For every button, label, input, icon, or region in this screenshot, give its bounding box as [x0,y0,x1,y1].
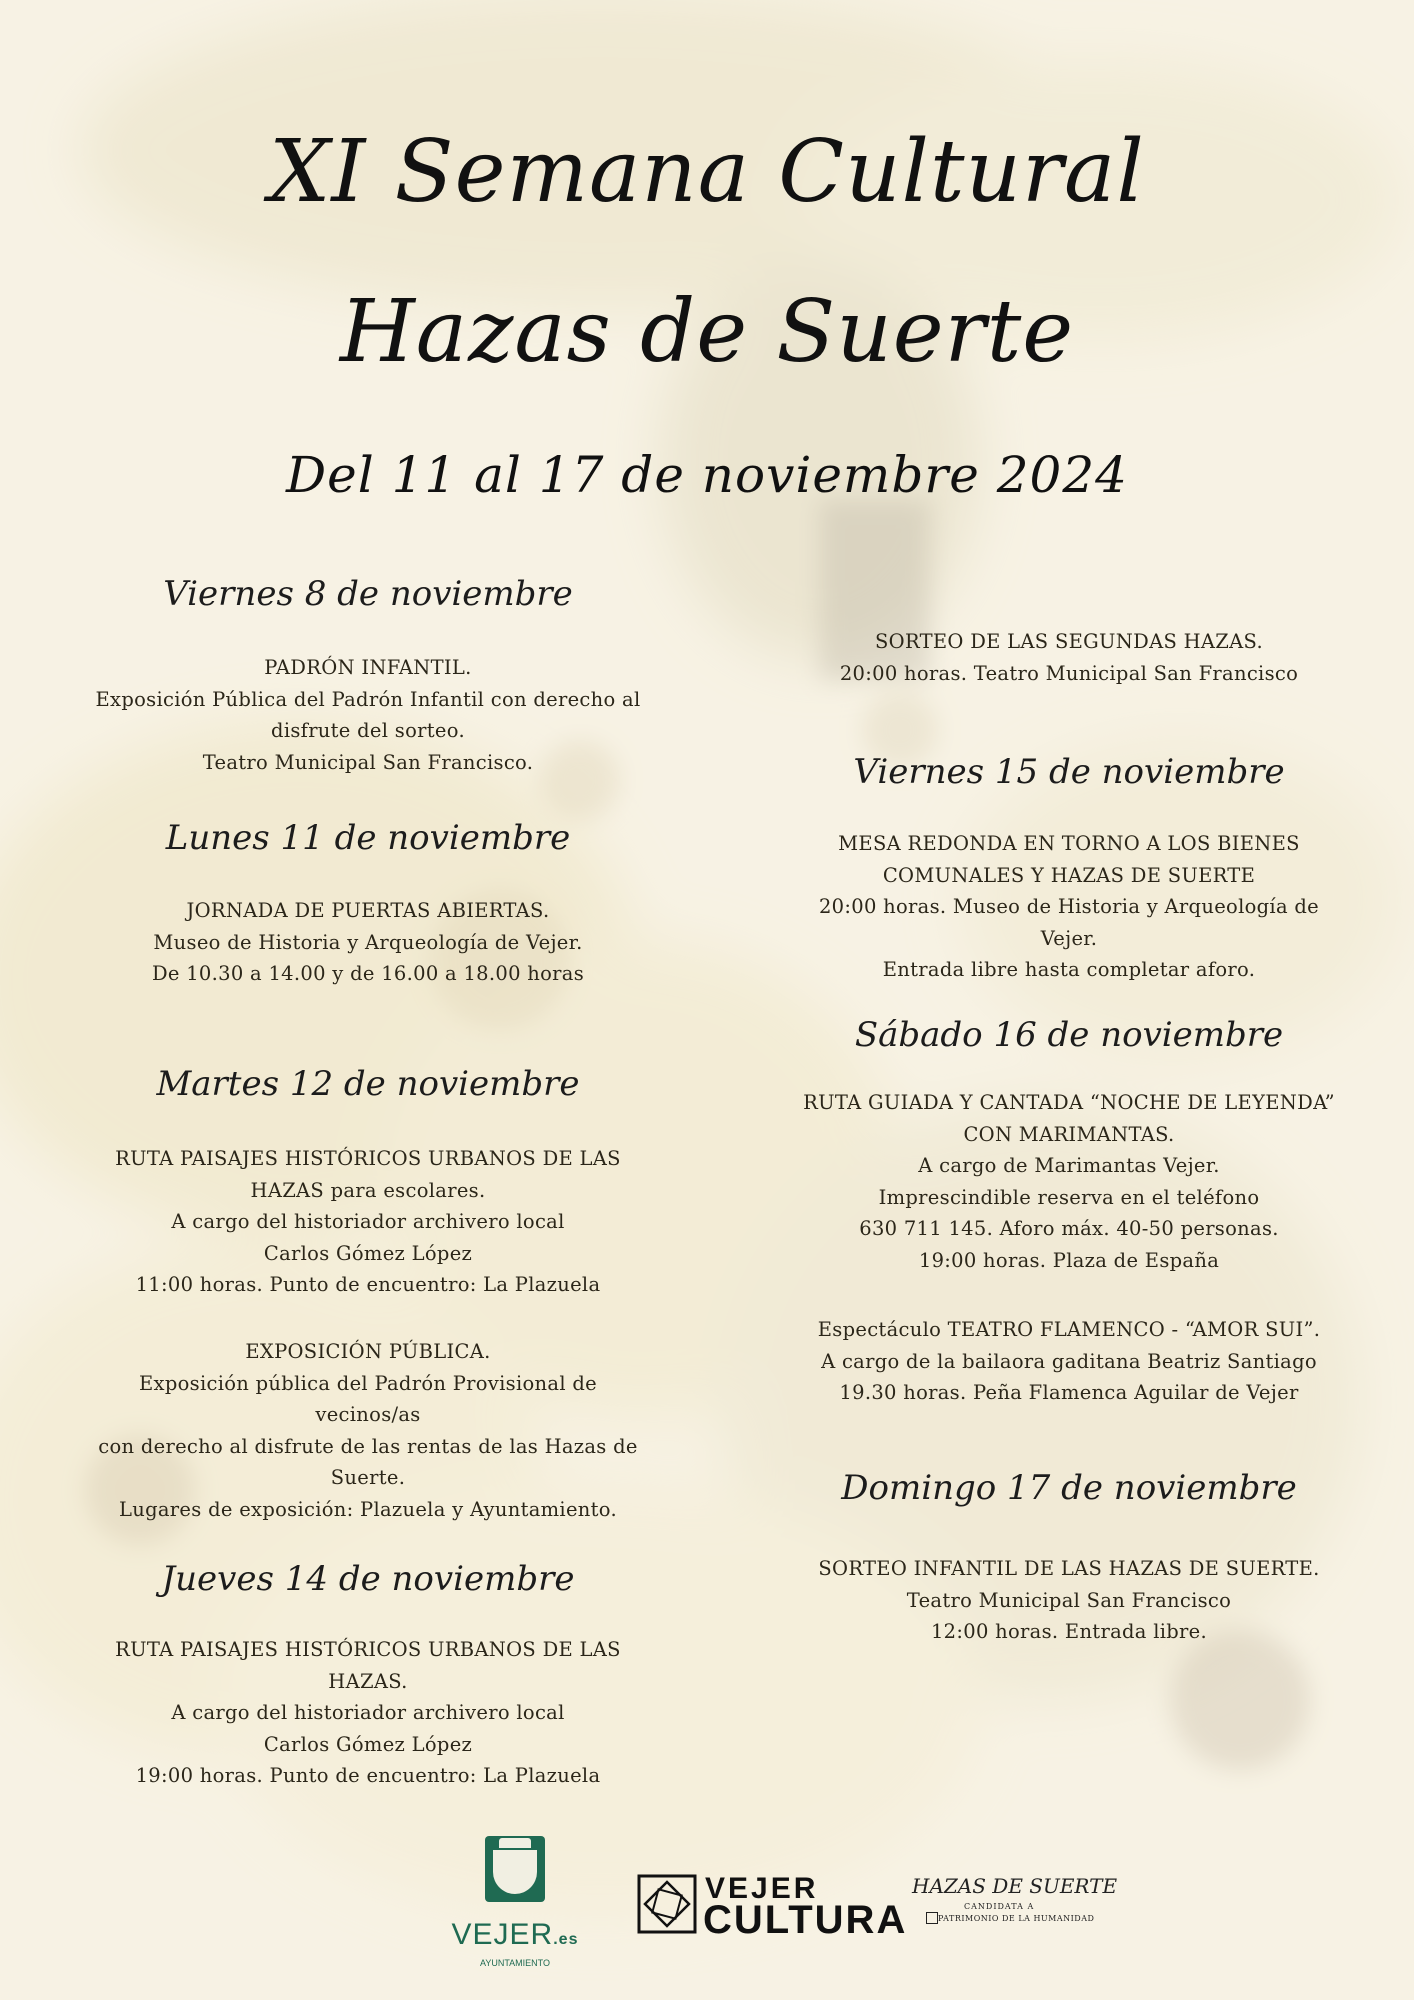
event-line: PADRÓN INFANTIL. [264,656,472,679]
event-line: CON MARIMANTAS. [963,1122,1175,1146]
day-heading-domingo-17: Domingo 17 de noviembre [841,1468,1297,1508]
event-line: Entrada libre hasta completar aforo. [882,958,1256,981]
event-line: HAZAS. [328,1669,408,1693]
ayuntamiento-label: AYUNTAMIENTO [479,1958,550,1968]
monument-icon [926,1912,938,1924]
event-ruta-guiada [776,1087,1362,1276]
event-line: A cargo del historiador archivero local [171,1210,565,1233]
cultura-word-1: VEJER [705,1872,819,1905]
event-line: De 10.30 a 14.00 y de 16.00 a 18.00 horas [151,962,585,985]
event-line: RUTA PAISAJES HISTÓRICOS URBANOS DE LAS [115,1638,621,1661]
event-line: HAZAS para escolares. [250,1178,486,1202]
event-mesa-redonda [776,828,1362,986]
day-heading-viernes-15: Viernes 15 de noviembre [853,752,1285,792]
event-line: Imprescindible reserva en el teléfono [878,1185,1260,1209]
event-line: COMUNALES Y HAZAS DE SUERTE [882,863,1256,887]
vejer-logo-text: VEJER.es [451,1918,579,1951]
hazas-de-suerte-logo [912,1874,1118,1938]
event-line: Carlos Gómez López [263,1241,473,1265]
event-line: con derecho al disfrute de las rentas de las Hazas de [98,1434,638,1458]
event-line: RUTA GUIADA Y CANTADA “NOCHE DE LEYENDA” [803,1091,1335,1114]
day-heading-viernes-8: Viernes 8 de noviembre [163,574,573,614]
event-line: A cargo de Marimantas Vejer. [918,1154,1220,1177]
event-line: 19.30 horas. Peña Flamenca Aguilar de Vejer [839,1381,1299,1404]
event-line: Teatro Municipal San Francisco [906,1588,1232,1612]
event-line: JORNADA DE PUERTAS ABIERTAS. [186,899,550,922]
event-teatro-flamenco [776,1314,1362,1409]
cultura-square-icon [637,1874,697,1934]
event-line: 19:00 horas. Punto de encuentro: La Plazuela [135,1764,601,1787]
event-line: SORTEO INFANTIL DE LAS HAZAS DE SUERTE. [818,1557,1320,1580]
event-line: Lugares de exposición: Plazuela y Ayuntamiento. [118,1497,617,1521]
event-line: 11:00 horas. Punto de encuentro: La Plazuela [135,1273,601,1296]
event-line: A cargo de la bailaora gaditana Beatriz Santiago [821,1349,1317,1373]
hazas-logo-patrimonio: PATRIMONIO DE LA HUMANIDAD [938,1914,1095,1923]
hazas-logo-candidata: CANDIDATA A [964,1902,1035,1911]
event-line: 630 711 145. Aforo máx. 40-50 personas. [859,1217,1279,1240]
event-line: SORTEO DE LAS SEGUNDAS HAZAS. [875,630,1263,653]
event-line: Espectáculo TEATRO FLAMENCO - “AMOR SUI”. [817,1318,1321,1341]
event-line: 12:00 horas. Entrada libre. [930,1620,1208,1643]
event-ruta-paisajes [92,1634,644,1792]
event-line: Exposición Pública del Padrón Infantil con derecho al [95,687,641,711]
event-line: disfrute del sorteo. [271,719,465,742]
title-line-2: Hazas de Suerte [339,282,1075,382]
vejer-cultura-logo [637,1872,908,1942]
event-line: 20:00 horas. Teatro Municipal San Francisco [839,661,1299,685]
event-puertas-abiertas [92,895,644,990]
event-line: Exposición pública del Padrón Provisional de vecinos/as [139,1371,597,1426]
event-dates: Del 11 al 17 de noviembre 2024 [286,446,1128,504]
event-line: Museo de Historia y Arqueología de Vejer. [153,930,583,954]
day-heading-lunes-11: Lunes 11 de noviembre [165,818,571,858]
event-sorteo-infantil [776,1553,1362,1648]
event-line: Vejer. [1040,926,1098,950]
coat-of-arms-icon [485,1836,545,1902]
event-line: RUTA PAISAJES HISTÓRICOS URBANOS DE LAS [115,1147,621,1170]
day-heading-sabado-16: Sábado 16 de noviembre [854,1015,1284,1055]
sponsor-logos [0,1830,1414,1990]
vejer-ayuntamiento-logo [450,1834,580,1982]
cultura-word-2: CULTURA [703,1898,908,1942]
event-line: 19:00 horas. Plaza de España [918,1248,1220,1272]
event-line: Suerte. [330,1466,406,1489]
day-heading-martes-12: Martes 12 de noviembre [156,1064,580,1104]
event-line: Teatro Municipal San Francisco. [202,750,534,774]
event-line: MESA REDONDA EN TORNO A LOS BIENES [838,832,1300,855]
event-exposicion-publica [92,1336,644,1525]
event-line: A cargo del historiador archivero local [171,1701,565,1724]
event-sorteo-segundas-hazas [776,626,1362,689]
event-padron-infantil [92,652,644,778]
event-line: EXPOSICIÓN PÚBLICA. [245,1340,491,1363]
day-heading-jueves-14: Jueves 14 de noviembre [161,1559,575,1599]
event-line: 20:00 horas. Museo de Historia y Arqueología de [818,895,1320,918]
event-line: Carlos Gómez López [263,1732,473,1756]
event-ruta-escolares [92,1143,644,1301]
hazas-logo-title: HAZAS DE SUERTE [912,1874,1118,1898]
title-line-1: XI Semana Cultural [269,122,1145,222]
